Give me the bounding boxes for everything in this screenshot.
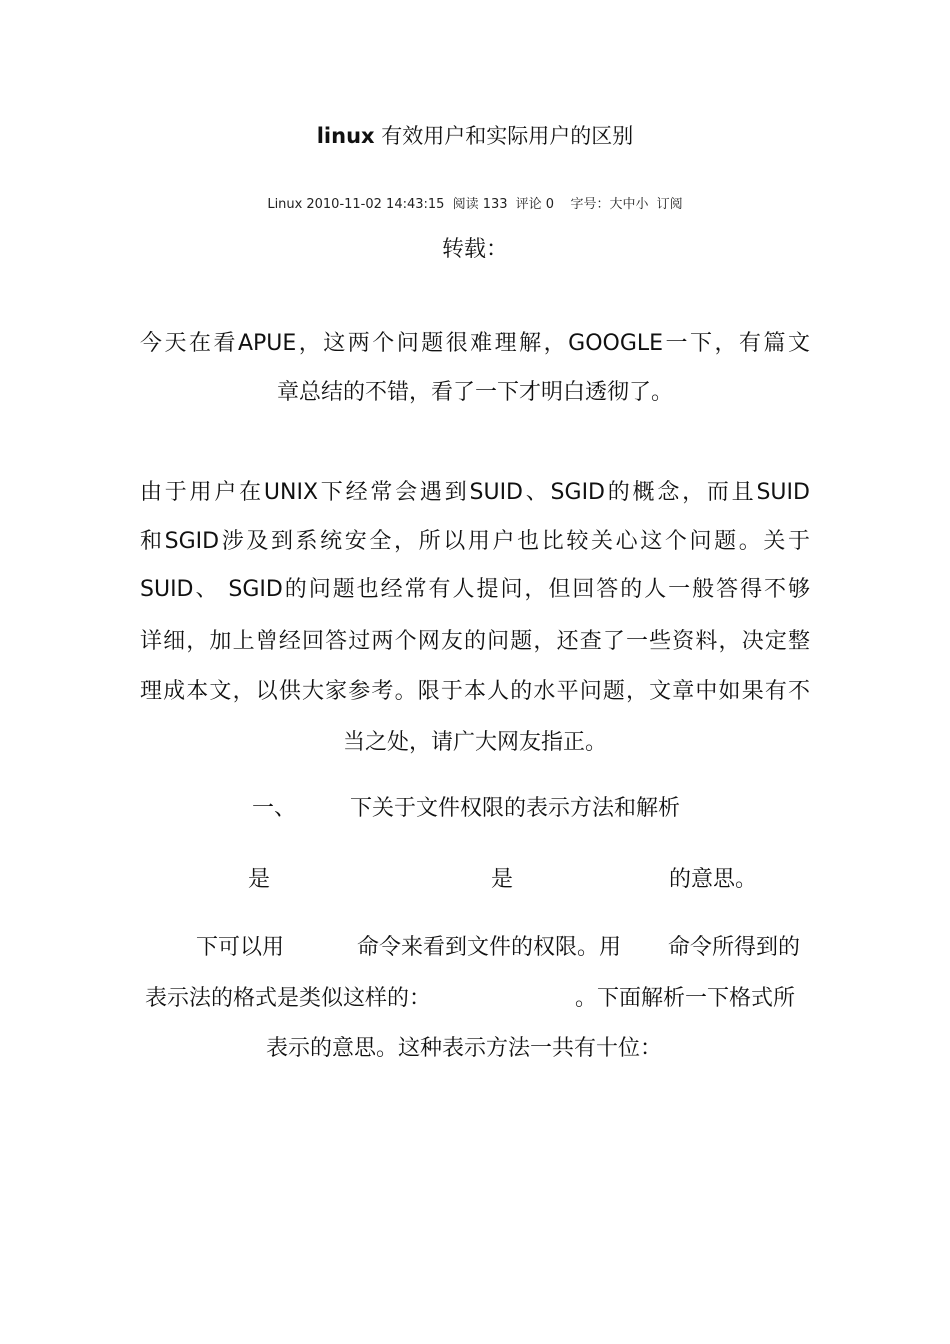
- repost-label: 转载：: [441, 237, 508, 262]
- text-run: SUID、 SGID: [140, 577, 283, 602]
- paragraph3-line2-b: 。下面解析一下格式所: [575, 986, 796, 1011]
- paragraph3-line2-a: 表示法的格式是类似这样的：: [145, 986, 432, 1011]
- paragraph3-line1-c: 命令所得到的: [668, 935, 801, 960]
- article-title: [0, 120, 950, 150]
- text-run: 的概念，而且: [605, 480, 757, 505]
- article-title-en: linux: [316, 124, 375, 148]
- meta-category[interactable]: Linux: [267, 197, 303, 212]
- paragraph-line: [140, 574, 810, 606]
- paragraph-line: 当之处，请广大网友指正。: [342, 730, 607, 755]
- paragraph-line: 章总结的不错，看了一下才明白透彻了。: [276, 380, 673, 405]
- text-run: GOOGLE: [568, 331, 664, 356]
- text-run: SUID、SGID: [469, 480, 605, 505]
- text-run: 涉及到系统安全，所以用户也比较关心这个问题。关于: [219, 529, 810, 554]
- paragraph-line: 理成本文，以供大家参考。限于本人的水平问题，文章中如果有不: [140, 679, 810, 704]
- meta-reads: 阅读 133: [452, 197, 508, 212]
- meaning-part-2: 是: [491, 867, 514, 892]
- paragraph-line: 详细，加上曾经回答过两个网友的问题，还查了一些资料，决定整: [140, 629, 810, 654]
- text-run: 和: [140, 529, 165, 554]
- paragraph3-line3: 表示的意思。这种表示方法一共有十位：: [266, 1036, 663, 1061]
- meta-datetime: 2010-11-02 14:43:15: [306, 197, 445, 212]
- text-run: ，这两个问题很难理解，: [296, 331, 569, 356]
- text-run: 下经常会遇到: [318, 480, 470, 505]
- paragraph3-line1-b: 命令来看到文件的权限。用: [357, 935, 622, 960]
- paragraph-line: [140, 526, 810, 558]
- text-run: 一下，有篇文: [663, 331, 810, 356]
- section-heading: 下关于文件权限的表示方法和解析: [350, 796, 681, 821]
- article-title-zh: 有效用户和实际用户的区别: [381, 124, 634, 148]
- meta-font-size[interactable]: 字号：大中小: [570, 197, 649, 212]
- meta-subscribe[interactable]: 订阅: [656, 197, 683, 212]
- article-meta: [0, 193, 950, 212]
- paragraph-line: [140, 477, 810, 509]
- section-number: 一、: [252, 796, 297, 821]
- paragraph3-line1-a: 下可以用: [196, 935, 285, 960]
- meta-comments[interactable]: 评论 0: [515, 197, 555, 212]
- text-run: UNIX: [263, 480, 319, 505]
- text-run: SGID: [164, 529, 220, 554]
- text-run: 的问题也经常有人提问，但回答的人一般答得不够: [282, 577, 810, 602]
- text-run: SUID: [756, 480, 810, 505]
- text-run: APUE: [237, 331, 297, 356]
- meaning-part-1: 是: [248, 867, 271, 892]
- paragraph-line: [140, 328, 810, 360]
- text-run: 今天在看: [140, 331, 238, 356]
- meaning-part-3: 的意思。: [669, 867, 758, 892]
- text-run: 由于用户在: [140, 480, 264, 505]
